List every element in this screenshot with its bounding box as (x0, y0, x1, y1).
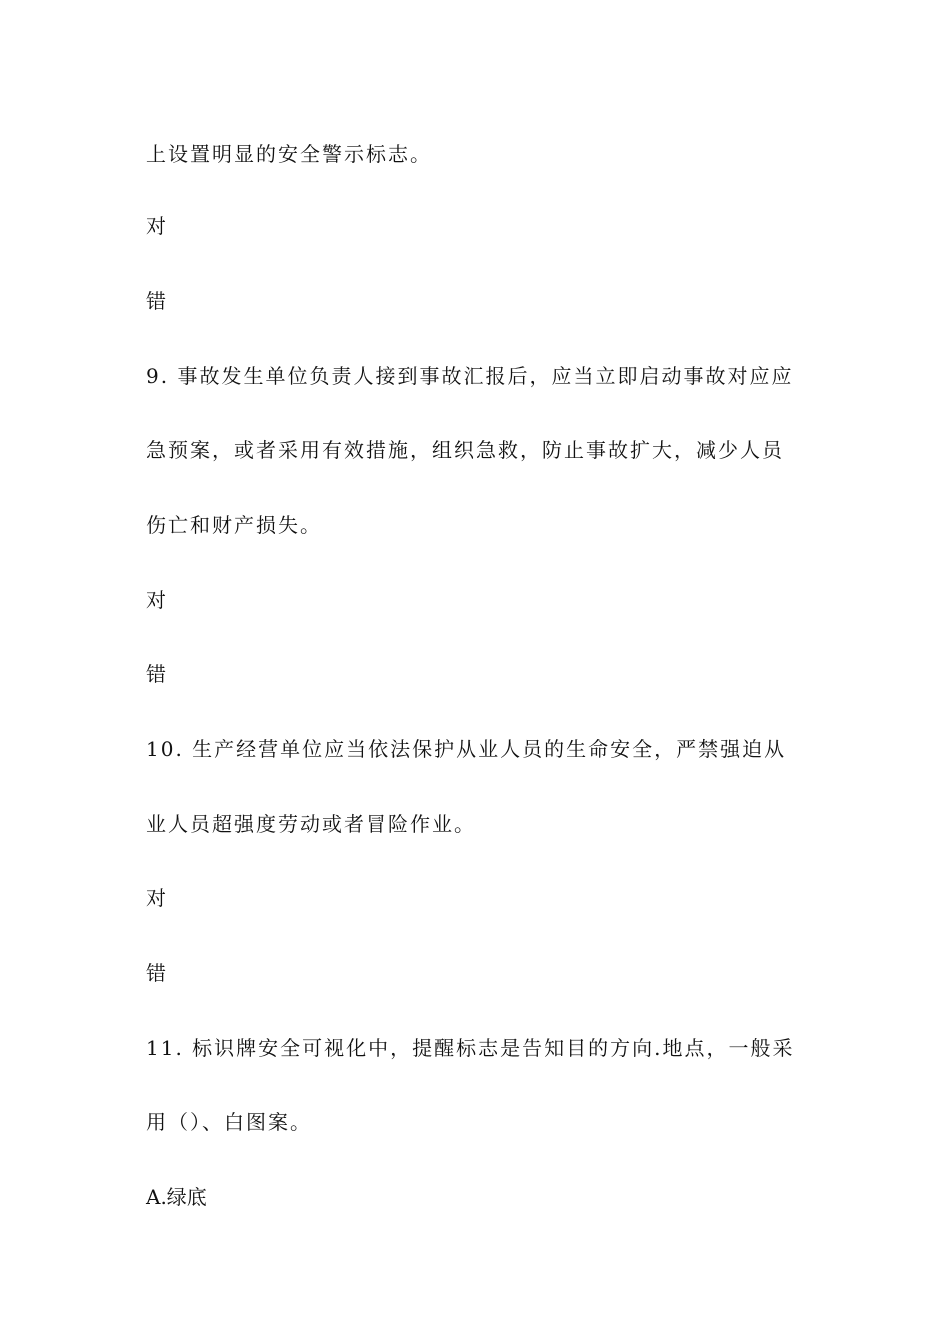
question-9-text-line-3: 伤亡和财产损失。 (146, 513, 322, 537)
question-10-text-line-1: 10. 生产经营单位应当依法保护从业人员的生命安全，严禁强迫从 (146, 737, 787, 761)
question-10-option-true: 对 (146, 886, 166, 910)
question-11-text-line-2: 用（）、白图案。 (146, 1110, 312, 1134)
question-8-text-line-2: 上设置明显的安全警示标志。 (146, 142, 432, 166)
question-9-text-line-1: 9. 事故发生单位负责人接到事故汇报后，应当立即启动事故对应应 (146, 364, 794, 388)
question-9-text-line-2: 急预案，或者采用有效措施，组织急救，防止事故扩大，减少人员 (146, 438, 784, 462)
question-9-option-true: 对 (146, 588, 166, 612)
question-11-option-a: A.绿底 (146, 1185, 207, 1209)
question-9-option-false: 错 (146, 662, 166, 686)
question-8-option-false: 错 (146, 289, 166, 313)
question-10-option-false: 错 (146, 961, 166, 985)
question-8-option-true: 对 (146, 214, 166, 238)
question-10-text-line-2: 业人员超强度劳动或者冒险作业。 (146, 812, 476, 836)
question-11-text-line-1: 11. 标识牌安全可视化中，提醒标志是告知目的方向.地点，一般采 (146, 1036, 795, 1060)
